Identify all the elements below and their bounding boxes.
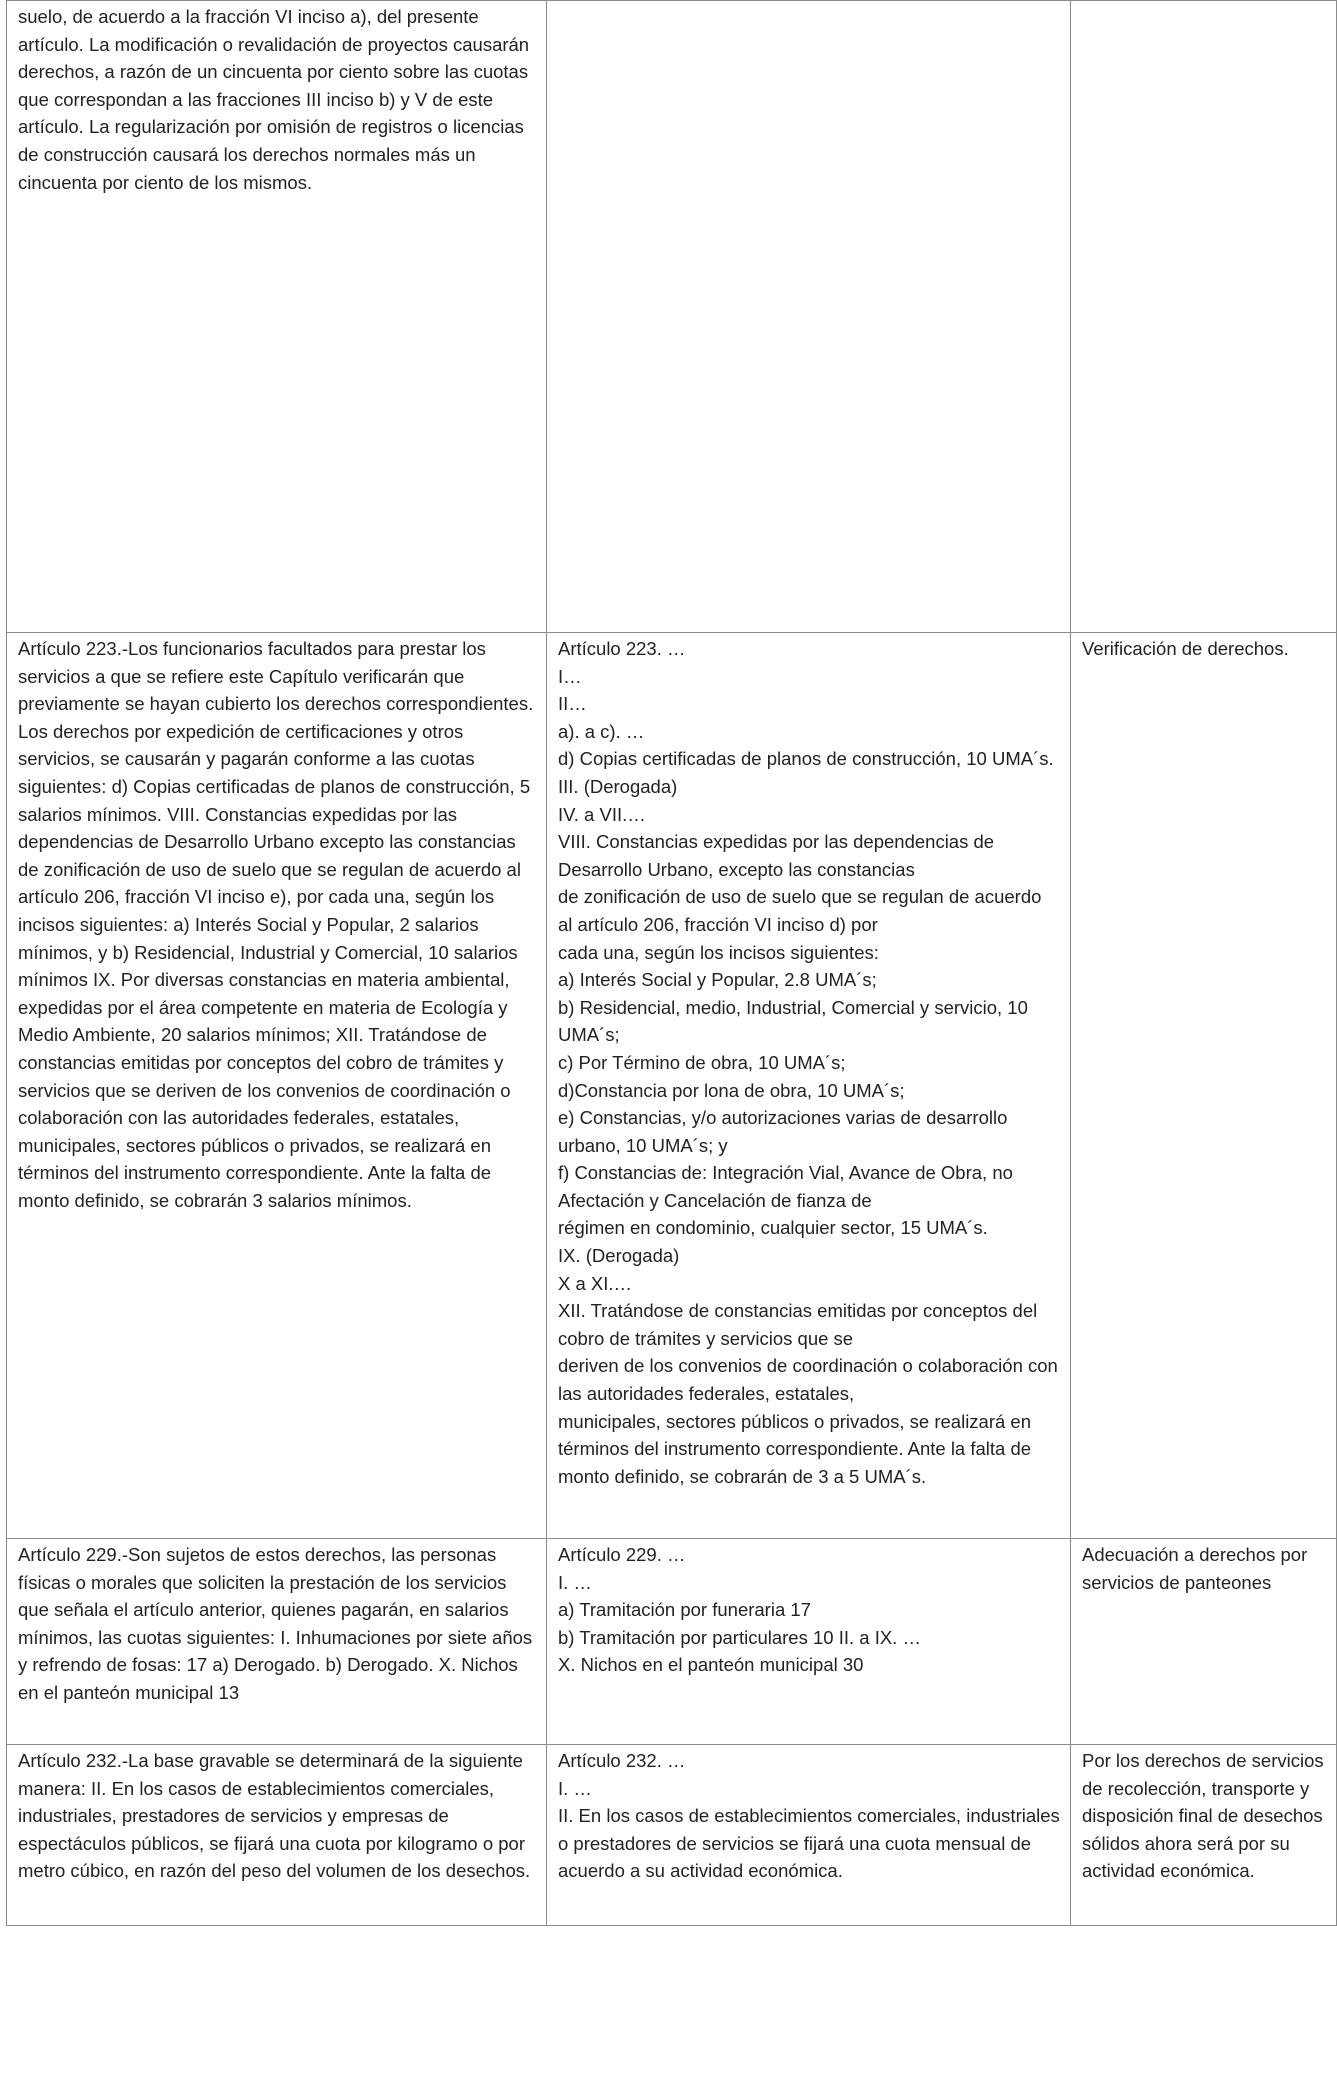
proposed-line: XII. Tratándose de constancias emitidas por conceptos del cobro de trámites y servicios que se	[558, 1300, 1043, 1349]
proposed-line: deriven de los convenios de coordinación o colaboración con las autoridades federales, estatales,	[558, 1355, 1063, 1405]
current-text-cell: Artículo 223.-Los funcionarios facultados para prestar los servicios a que se refiere este Capítulo verificarán que previamente se hayan cubierto los derechos correspondientes. Los derechos por expedición de certificaciones y otros servicios, se causarán y pagarán conforme a las cuotas siguientes: d) Copias certificadas de planos de construcción, 5 salarios mínimos. VIII. Constancias expedidas por las dependencias de Desarrollo Urbano excepto las constancias de zonificación de uso de suelo que se regulan de acuerdo al artículo 206, fracción VI inciso e), por cada una, según los incisos siguientes: a) Interés Social y Popular, 2 salarios mínimos, y b) Residencial, Industrial y Comercial, 10 salarios mínimos IX. Por diversas constancias en materia ambiental, expedidas por el área competente en materia de Ecología y Medio Ambiente, 20 salarios mínimos; XII. Tratándose de constancias emitidas por conceptos del cobro de trámites y servicios que se deriven de los convenios de coordinación o colaboración con las autoridades federales, estatales, municipales, sectores públicos o privados, se realizará en términos del instrumento correspondiente. Ante la falta de monto definido, se cobrarán 3 salarios mínimos.	[7, 633, 547, 1539]
rationale-cell	[1071, 1, 1337, 633]
proposed-text-cell	[547, 1, 1071, 633]
comparison-table	[6, 0, 1337, 1926]
table-row	[7, 1745, 1337, 1926]
current-text-cell: Artículo 232.-La base gravable se determinará de la siguiente manera: II. En los casos de establecimientos comerciales, industriales, prestadores de servicios y empresas de espectáculos públicos, se fijará una cuota por kilogramo o por metro cúbico, en razón del peso del volumen de los desechos.	[7, 1745, 547, 1926]
proposed-line: a) Interés Social y Popular, 2.8 UMA´s;	[558, 969, 877, 991]
rationale-cell: Verificación de derechos.	[1071, 633, 1337, 1539]
proposed-line: municipales, sectores públicos o privados, se realizará en términos del instrumento correspondiente. Ante la falta de monto definido, se cobrarán de 3 a 5 UMA´s.	[558, 1410, 1037, 1487]
proposed-text-cell	[547, 1539, 1071, 1745]
proposed-line: Artículo 232. …	[558, 1750, 686, 1771]
proposed-line: a) Tramitación por funeraria 17	[558, 1599, 811, 1621]
table-row	[7, 1, 1337, 633]
proposed-text-cell	[547, 633, 1071, 1539]
proposed-line: b) Tramitación por particulares 10 II. a IX. …	[558, 1626, 921, 1648]
proposed-line: I. …	[558, 1777, 592, 1799]
proposed-line: I. …	[558, 1571, 592, 1593]
current-text-cell: Artículo 229.-Son sujetos de estos derechos, las personas físicas o morales que soliciten la prestación de los servicios que señala el artículo anterior, quienes pagarán, en salarios mínimos, las cuotas siguientes: I. Inhumaciones por siete años y refrendo de fosas: 17 a) Derogado. b) Derogado. X. Nichos en el panteón municipal 13	[7, 1539, 547, 1745]
proposed-line: c) Por Término de obra, 10 UMA´s;	[558, 1051, 846, 1073]
proposed-line: d) Copias certificadas de planos de construcción, 10 UMA´s.	[558, 748, 1054, 770]
proposed-line: IX. (Derogada)	[558, 1245, 680, 1267]
rationale-cell: Por los derechos de servicios de recolección, transporte y disposición final de desechos sólidos ahora será por su actividad económica.	[1071, 1745, 1337, 1926]
table-row	[7, 633, 1337, 1539]
current-text-cell: suelo, de acuerdo a la fracción VI inciso a), del presente artículo. La modificación o revalidación de proyectos causarán derechos, a razón de un cincuenta por ciento sobre las cuotas que correspondan a las fracciones III inciso b) y V de este artículo. La regularización por omisión de registros o licencias de construcción causará los derechos normales más un cincuenta por ciento de los mismos.	[7, 1, 547, 633]
proposed-line: régimen en condominio, cualquier sector, 15 UMA´s.	[558, 1217, 988, 1239]
table-row	[7, 1539, 1337, 1745]
rationale-cell: Adecuación a derechos por servicios de panteones	[1071, 1539, 1337, 1745]
proposed-line: cada una, según los incisos siguientes:	[558, 941, 879, 963]
proposed-line: Artículo 229. …	[558, 1544, 686, 1565]
proposed-line: de zonificación de uso de suelo que se regulan de acuerdo al artículo 206, fracción VI inciso d) por	[558, 886, 1047, 935]
proposed-text-cell	[547, 1745, 1071, 1926]
proposed-line: X. Nichos en el panteón municipal 30	[558, 1654, 864, 1676]
proposed-line: d)Constancia por lona de obra, 10 UMA´s;	[558, 1079, 905, 1101]
proposed-line: I…	[558, 665, 582, 687]
proposed-line: II. En los casos de establecimientos comerciales, industriales o prestadores de servicios se fijará una cuota mensual de acuerdo a su actividad económica.	[558, 1805, 1065, 1882]
proposed-line: Artículo 223. …	[558, 638, 686, 659]
proposed-line: e) Constancias, y/o autorizaciones varias de desarrollo urbano, 10 UMA´s; y	[558, 1107, 1013, 1156]
proposed-line: III. (Derogada)	[558, 775, 678, 797]
proposed-line: b) Residencial, medio, Industrial, Comercial y servicio, 10 UMA´s;	[558, 996, 1034, 1046]
proposed-line: IV. a VII.…	[558, 803, 646, 825]
proposed-line: X a XI.…	[558, 1272, 633, 1294]
proposed-line: VIII. Constancias expedidas por las dependencias de Desarrollo Urbano, excepto las constancias	[558, 831, 1000, 880]
proposed-line: f) Constancias de: Integración Vial, Avance de Obra, no Afectación y Cancelación de fianza de	[558, 1162, 1018, 1211]
proposed-line: a). a c). …	[558, 720, 645, 742]
proposed-line: II…	[558, 693, 587, 715]
